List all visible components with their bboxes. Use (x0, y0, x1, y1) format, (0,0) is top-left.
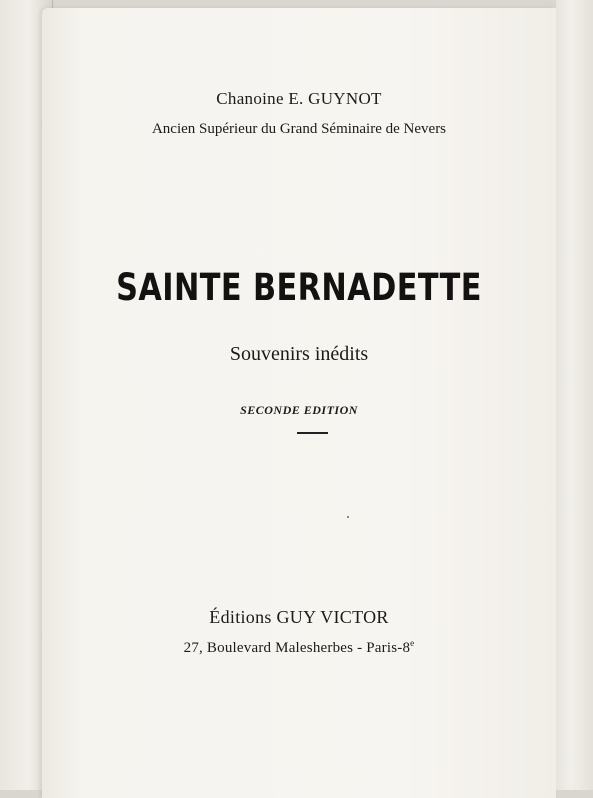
author-name: Chanoine E. GUYNOT (216, 89, 382, 108)
book-title: SAINTE BERNADETTE (116, 266, 482, 309)
paper-speck (347, 516, 349, 518)
background-surface (556, 0, 593, 790)
address-text: 27, Boulevard Malesherbes - Paris-8 (183, 640, 411, 656)
divider-rule (297, 432, 328, 434)
address-superscript: e (410, 638, 415, 648)
book-subtitle: Souvenirs inédits (229, 343, 369, 365)
author-description: Ancien Supérieur du Grand Séminaire de Nevers (151, 121, 447, 137)
publisher-address (42, 638, 556, 657)
edition-label: SECONDE EDITION (240, 403, 358, 417)
publisher-name: Éditions GUY VICTOR (209, 607, 389, 627)
